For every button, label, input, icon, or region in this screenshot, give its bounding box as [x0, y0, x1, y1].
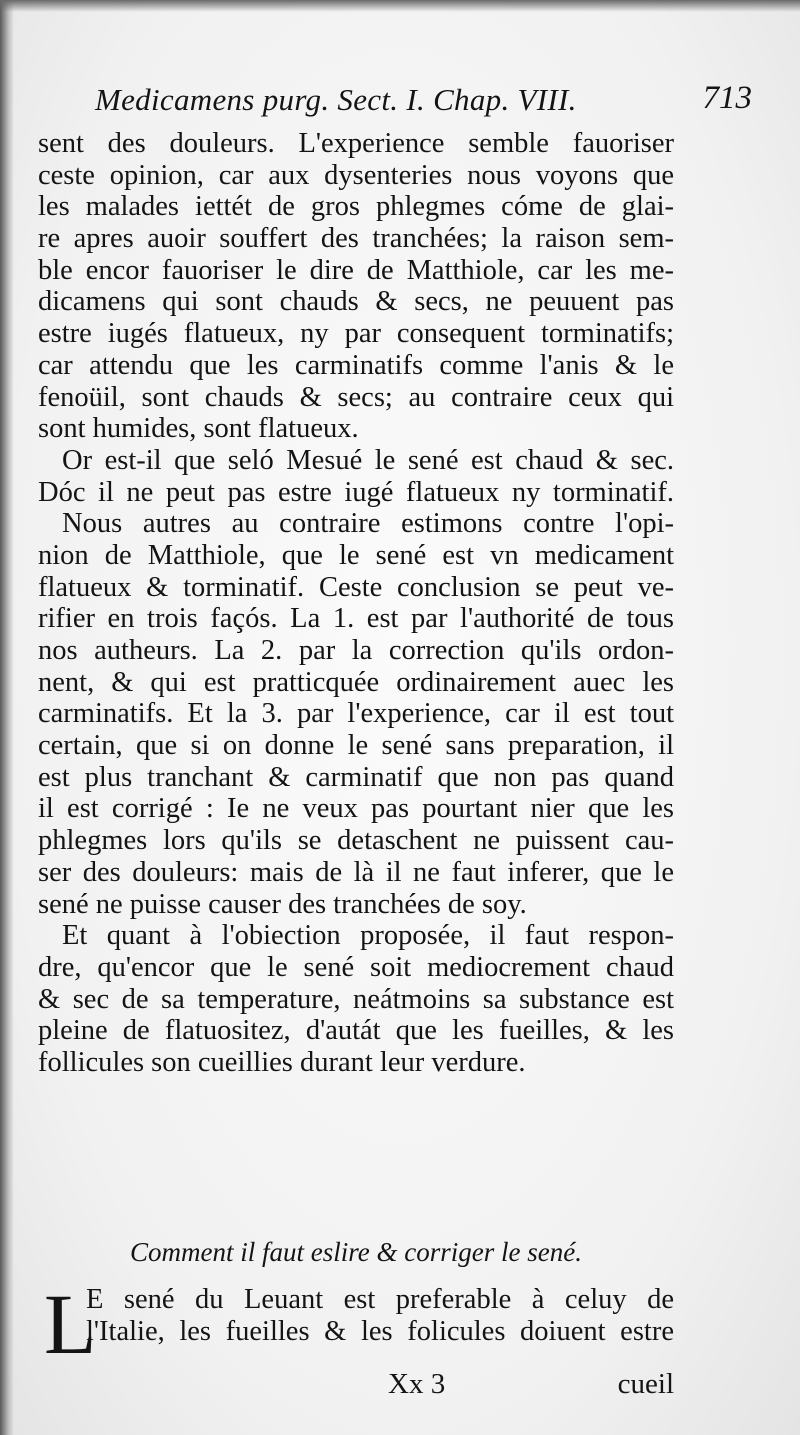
running-head-title: Medicamens purg. Sect. I. Chap. VIII.	[95, 82, 577, 117]
drop-cap: L	[44, 1276, 97, 1372]
text-line: Nous autres au contraire estimons contre l'opi-	[62, 508, 674, 540]
text-line: Or est-il que seló Mesué le sené est chaud & sec.	[62, 444, 674, 476]
page-number: 713	[702, 80, 752, 116]
running-head	[40, 78, 760, 124]
text-line: nion de Matthiole, que le sené est vn medicament	[38, 539, 674, 571]
page-top-shadow	[0, 0, 800, 12]
text-line: pleine de flatuositez, d'autát que les fueilles, & les	[38, 1015, 674, 1047]
text-line: sent des douleurs. L'experience semble fauoriser	[38, 128, 674, 159]
text-line: certain, que si on donne le sené sans preparation, il	[38, 730, 674, 762]
text-line: re apres auoir souffert des tranchées; la raison sem-	[38, 223, 674, 255]
final-paragraph-lines	[86, 1284, 674, 1347]
page-footer	[38, 1368, 674, 1408]
catchword: cueil	[617, 1368, 674, 1400]
body-text	[38, 128, 674, 1079]
text-line: sené ne puisse causer des tranchées de soy.	[38, 888, 527, 920]
text-line: ser des douleurs: mais de là il ne faut inferer, que le	[38, 856, 674, 888]
page-edge-shadow	[0, 0, 14, 1435]
text-line: E sené du Leuant est preferable à celuy de	[86, 1284, 674, 1315]
text-line: estre iugés flatueux, ny par consequent torminatifs;	[38, 318, 674, 350]
text-line: & sec de sa temperature, neátmoins sa substance est	[38, 983, 674, 1015]
text-line: dicamens qui sont chauds & secs, ne peuuent pas	[38, 286, 674, 318]
text-line: follicules son cueillies durant leur verdure.	[38, 1046, 526, 1078]
text-line: carminatifs. Et la 3. par l'experience, car il est tout	[38, 698, 674, 730]
text-line: l'Italie, les fueilles & les folicules doiuent estre	[86, 1315, 674, 1347]
signature-mark: Xx 3	[388, 1368, 446, 1400]
final-paragraph	[38, 1276, 674, 1372]
text-line: fenoüil, sont chauds & secs; au contraire ceux qui	[38, 381, 674, 413]
section-heading: Comment il faut eslire & corriger le sené.	[130, 1237, 582, 1267]
text-line: nos autheurs. La 2. par la correction qu'ils ordon-	[38, 635, 674, 666]
text-line: flatueux & torminatif. Ceste conclusion se peut ve-	[38, 571, 674, 603]
text-line: car attendu que les carminatifs comme l'anis & le	[38, 349, 674, 381]
text-line: rifier en trois façós. La 1. est par l'authorité de tous	[38, 603, 674, 635]
text-line: sont humides, sont flatueux.	[38, 413, 359, 445]
text-line: Et quant à l'obiection proposée, il faut respon-	[62, 920, 674, 952]
text-line: il est corrigé : Ie ne veux pas pourtant nier que les	[38, 793, 674, 825]
text-line: phlegmes lors qu'ils se detaschent ne puissent cau-	[38, 825, 674, 857]
text-line: ble encor fauoriser le dire de Matthiole, car les me-	[38, 254, 674, 286]
text-line: ceste opinion, car aux dysenteries nous voyons que	[38, 159, 674, 191]
text-line: est plus tranchant & carminatif que non pas quand	[38, 761, 674, 793]
text-line: Dóc il ne peut pas estre iugé flatueux ny torminatif.	[38, 476, 674, 508]
text-line: les malades iettét de gros phlegmes cóme de glai-	[38, 191, 674, 223]
text-line: nent, & qui est pratticquée ordinairement auec les	[38, 666, 674, 698]
text-line: dre, qu'encor que le sené soit mediocrement chaud	[38, 951, 674, 983]
